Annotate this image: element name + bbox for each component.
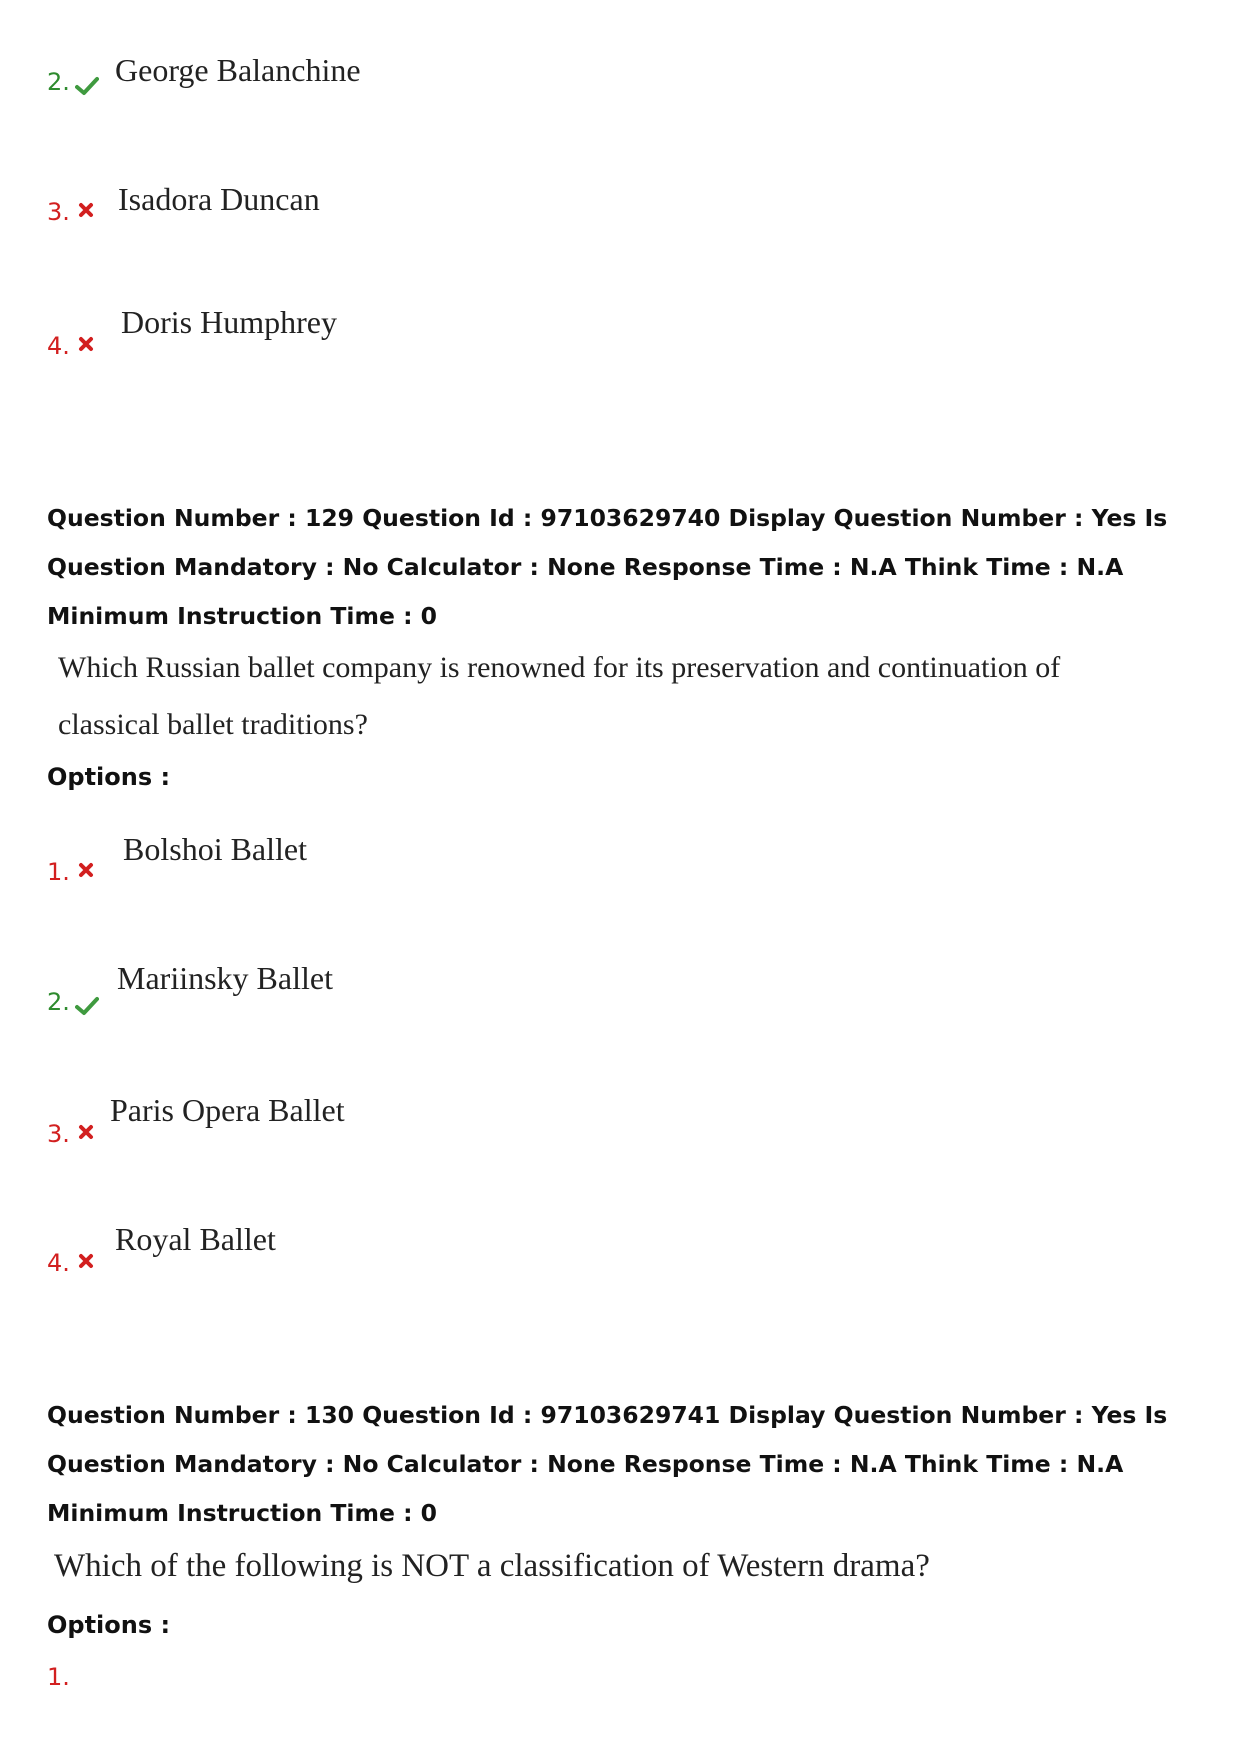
option-number: 4. <box>47 332 70 360</box>
option-text: Bolshoi Ballet <box>123 831 307 867</box>
option-number: 1. <box>47 858 70 886</box>
question-text: Which of the following is NOT a classification of Western drama? <box>54 1548 930 1584</box>
option-text: Paris Opera Ballet <box>110 1092 345 1128</box>
question-text-line-1: Which Russian ballet company is renowned for its preservation and continuation of <box>58 651 1061 684</box>
question-meta: Question Number : 129 Question Id : 97103629740 Display Question Number : Yes Is Question Mandatory : No Calculator : None Response Time : N.A Think Time : N.A Minimum Instruction Time : 0 <box>47 504 1168 630</box>
check-icon <box>75 996 99 1016</box>
options-label: Options : <box>47 1611 171 1639</box>
check-icon <box>75 76 99 96</box>
cross-icon <box>78 1124 94 1140</box>
cross-icon <box>78 862 94 878</box>
question-meta: Question Number : 130 Question Id : 97103629741 Display Question Number : Yes Is Question Mandatory : No Calculator : None Response Time : N.A Think Time : N.A Minimum Instruction Time : 0 <box>47 1401 1168 1527</box>
option-number: 3. <box>47 198 70 226</box>
cross-icon <box>78 1253 94 1269</box>
option-number: 2. <box>47 68 70 96</box>
cross-icon <box>78 202 94 218</box>
option-number: 1. <box>47 1663 70 1691</box>
option-number: 4. <box>47 1249 70 1277</box>
cross-icon <box>78 336 94 352</box>
option-number: 2. <box>47 988 70 1016</box>
option-text: Doris Humphrey <box>121 304 337 340</box>
option-number: 3. <box>47 1120 70 1148</box>
options-label: Options : <box>47 763 171 791</box>
option-text: George Balanchine <box>115 52 361 88</box>
question-text-line-2: classical ballet traditions? <box>58 708 368 741</box>
option-text: Royal Ballet <box>115 1221 276 1257</box>
option-text: Mariinsky Ballet <box>117 960 333 996</box>
option-text: Isadora Duncan <box>118 181 320 217</box>
